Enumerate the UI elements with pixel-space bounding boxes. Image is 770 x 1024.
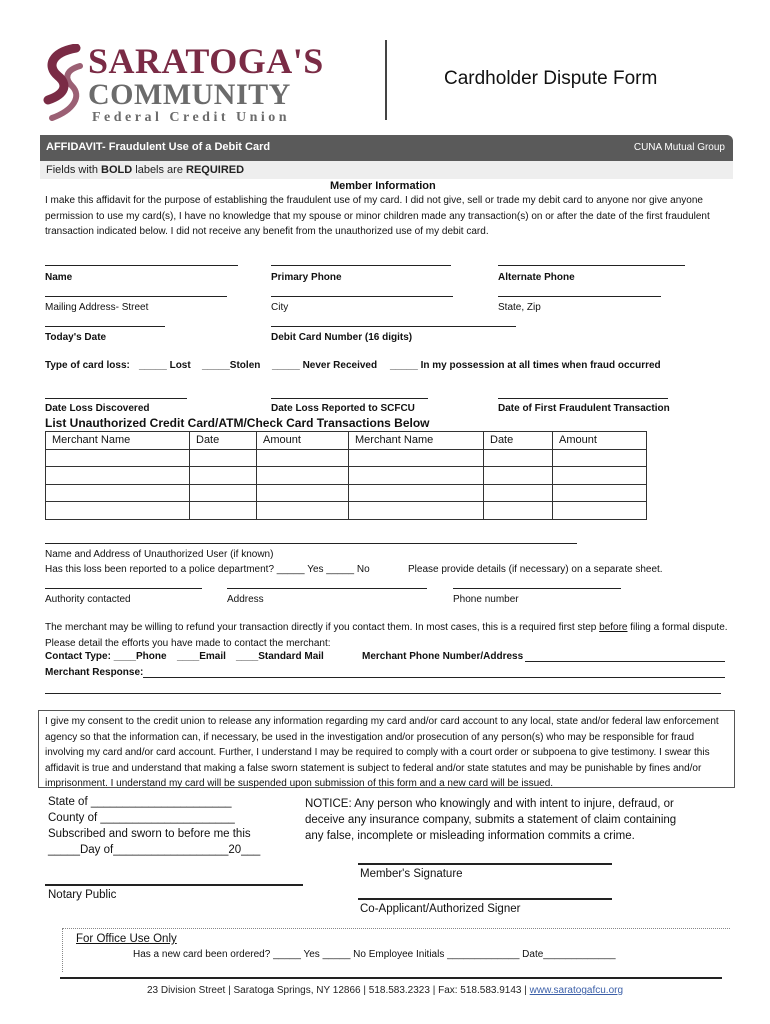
co-applicant-label: Co-Applicant/Authorized Signer xyxy=(360,903,521,915)
table-cell[interactable] xyxy=(349,449,484,467)
mailing-address-label: Mailing Address- Street xyxy=(45,302,149,313)
table-cell[interactable] xyxy=(190,502,257,520)
table-cell[interactable] xyxy=(484,502,553,520)
col-header-amount-2: Amount xyxy=(553,432,647,450)
office-use-title: For Office Use Only xyxy=(76,933,177,945)
col-header-merchant-name: Merchant Name xyxy=(46,432,190,450)
table-cell[interactable] xyxy=(46,502,190,520)
table-cell[interactable] xyxy=(257,467,349,485)
debit-card-number-label: Debit Card Number (16 digits) xyxy=(271,332,413,343)
banner-right-text: CUNA Mutual Group xyxy=(633,142,725,153)
notary-public-label: Notary Public xyxy=(48,889,117,901)
table-cell[interactable] xyxy=(190,484,257,502)
col-header-date: Date xyxy=(190,432,257,450)
table-cell[interactable] xyxy=(46,467,190,485)
merchant-response-field[interactable] xyxy=(143,677,725,678)
date-loss-discovered-label: Date Loss Discovered xyxy=(45,403,150,414)
table-cell[interactable] xyxy=(257,449,349,467)
table-cell[interactable] xyxy=(484,484,553,502)
merchant-instructions: The merchant may be willing to refund your transaction directly if you contact them. In most cases, this is a required first step before filing a formal dispute. Please detail the efforts you have made to contact the merchant: xyxy=(45,622,728,649)
table-cell[interactable] xyxy=(484,449,553,467)
alternate-phone-field[interactable] xyxy=(498,265,685,266)
loss-lost-option[interactable]: _____ Lost xyxy=(139,360,191,371)
table-row xyxy=(46,484,647,502)
affidavit-intro: I make this affidavit for the purpose of establishing the fraudulent use of my card. I did not give, sell or trade my debit card to anyone nor give anyone permission to use my card(s), I have no knowledge that my spouse or minor children made any transaction(s) on or after the date of the first fraudulent transaction indicated below. I did not receive any benefit from the unauthorized use of my debit card. xyxy=(45,195,710,237)
unauthorized-user-field[interactable] xyxy=(45,543,577,544)
debit-card-number-field[interactable] xyxy=(271,326,516,327)
state-zip-field[interactable] xyxy=(498,296,661,297)
notary-county-of[interactable]: County of _____________________ xyxy=(48,812,235,824)
todays-date-field[interactable] xyxy=(45,326,165,327)
required-note: Fields with BOLD labels are REQUIRED xyxy=(46,164,245,176)
contact-type-email-option[interactable]: ____Email xyxy=(177,651,226,662)
footer-divider xyxy=(60,977,722,979)
transactions-title: List Unauthorized Credit Card/ATM/Check Card Transactions Below xyxy=(45,416,430,430)
co-applicant-signature-line[interactable] xyxy=(358,898,612,900)
table-cell[interactable] xyxy=(190,449,257,467)
date-first-fraud-field[interactable] xyxy=(498,398,668,399)
notary-state-of[interactable]: State of ______________________ xyxy=(48,796,232,808)
member-signature-label: Member's Signature xyxy=(360,868,463,880)
table-cell[interactable] xyxy=(349,467,484,485)
merchant-response-field-2[interactable] xyxy=(45,693,721,694)
footer-address: 23 Division Street | Saratoga Springs, NY 12866 | 518.583.2323 | Fax: 518.583.9143 | xyxy=(146,985,530,996)
page-title: Cardholder Dispute Form xyxy=(444,68,658,89)
notary-signature-line[interactable] xyxy=(45,884,303,886)
authority-phone-label: Phone number xyxy=(453,594,519,605)
section-title-member-info: Member Information xyxy=(330,180,436,192)
logo-text-line1: SARATOGA'S xyxy=(88,41,324,81)
police-details-note: Please provide details (if necessary) on a separate sheet. xyxy=(408,564,663,575)
office-use-line[interactable]: Has a new card been ordered? _____ Yes _____ No Employee Initials _____________ Date_____________ xyxy=(133,949,616,960)
logo-text-line3: Federal Credit Union xyxy=(92,110,291,125)
police-reported-question[interactable]: Has this loss been reported to a police department? _____ Yes _____ No xyxy=(45,564,370,575)
col-header-merchant-name-2: Merchant Name xyxy=(349,432,484,450)
primary-phone-label: Primary Phone xyxy=(271,272,342,283)
col-header-amount: Amount xyxy=(257,432,349,450)
logo-swirl-icon xyxy=(42,44,86,122)
banner-title: AFFIDAVIT- Fraudulent Use of a Debit Card xyxy=(46,141,271,153)
notary-day-of[interactable]: _____Day of__________________20___ xyxy=(48,844,261,856)
alternate-phone-label: Alternate Phone xyxy=(498,272,575,283)
notary-subscribed: Subscribed and sworn to before me this xyxy=(48,828,251,840)
member-signature-line[interactable] xyxy=(358,863,612,865)
office-use-box xyxy=(62,928,730,972)
required-note-bar xyxy=(40,161,733,179)
mailing-address-field[interactable] xyxy=(45,296,227,297)
primary-phone-field[interactable] xyxy=(271,265,451,266)
col-header-date-2: Date xyxy=(484,432,553,450)
merchant-phone-field[interactable] xyxy=(525,661,725,662)
logo-text-line2: COMMUNITY xyxy=(88,78,291,111)
city-label: City xyxy=(271,302,289,313)
table-cell[interactable] xyxy=(553,449,647,467)
table-cell[interactable] xyxy=(553,502,647,520)
table-cell[interactable] xyxy=(349,484,484,502)
merchant-response-label: Merchant Response: xyxy=(45,667,144,678)
table-cell[interactable] xyxy=(484,467,553,485)
table-cell[interactable] xyxy=(46,484,190,502)
header-divider xyxy=(385,40,387,120)
date-loss-reported-field[interactable] xyxy=(271,398,428,399)
footer xyxy=(0,985,770,996)
loss-never-received-option[interactable]: _____ Never Received xyxy=(272,360,378,371)
loss-in-possession-option[interactable]: _____ In my possession at all times when fraud occurred xyxy=(390,360,661,371)
type-of-loss-label: Type of card loss: xyxy=(45,360,130,371)
name-field[interactable] xyxy=(45,265,238,266)
table-row xyxy=(46,467,647,485)
loss-stolen-option[interactable]: _____Stolen xyxy=(202,360,261,371)
unauthorized-user-label: Name and Address of Unauthorized User (if known) xyxy=(45,549,274,560)
city-field[interactable] xyxy=(271,296,453,297)
table-cell[interactable] xyxy=(553,467,647,485)
state-zip-label: State, Zip xyxy=(498,302,541,313)
contact-type-mail-option[interactable]: ____Standard Mail xyxy=(236,651,324,662)
consent-statement: I give my consent to the credit union to release any information regarding my card and/or card account to any local, state and/or federal law enforcement agency so that the information can, if necessary, be used in the investigation and/or prosecution of any person(s) who may be responsible for fraud involving my card and/or card account. Further, I understand I may be required to comply with a court order or subpoena to give testimony. I swear this affidavit is true and understand that making a false sworn statement is subject to federal and/or state statutes and may be punishable by fines and/or imprisonment. I understand my card will be suspended upon submission of this form and a new card will be issued. xyxy=(38,710,735,788)
footer-website-link[interactable]: www.saratogafcu.org xyxy=(529,985,624,996)
date-loss-reported-label: Date Loss Reported to SCFCU xyxy=(271,403,415,414)
authority-contacted-label: Authority contacted xyxy=(45,594,131,605)
affidavit-banner xyxy=(40,135,733,161)
authority-address-field[interactable] xyxy=(227,588,427,589)
insurance-fraud-notice: NOTICE: Any person who knowingly and with intent to injure, defraud, or deceive any insurance company, submits a statement of claim containing any false, incomplete or misleading information commits a crime. xyxy=(305,798,677,842)
table-header-row xyxy=(46,432,647,450)
table-cell[interactable] xyxy=(257,484,349,502)
date-loss-discovered-field[interactable] xyxy=(45,398,187,399)
contact-type-phone-option[interactable]: Contact Type: ____Phone xyxy=(45,651,167,662)
table-cell[interactable] xyxy=(349,502,484,520)
table-row xyxy=(46,449,647,467)
date-first-fraud-label: Date of First Fraudulent Transaction xyxy=(498,403,670,414)
table-cell[interactable] xyxy=(553,484,647,502)
name-label: Name xyxy=(45,272,73,283)
authority-phone-field[interactable] xyxy=(453,588,621,589)
authority-contacted-field[interactable] xyxy=(45,588,202,589)
authority-address-label: Address xyxy=(227,594,264,605)
todays-date-label: Today's Date xyxy=(45,332,107,343)
transactions-table xyxy=(45,431,647,520)
table-cell[interactable] xyxy=(190,467,257,485)
merchant-phone-label: Merchant Phone Number/Address xyxy=(362,651,524,662)
table-cell[interactable] xyxy=(257,502,349,520)
table-cell[interactable] xyxy=(46,449,190,467)
table-row xyxy=(46,502,647,520)
